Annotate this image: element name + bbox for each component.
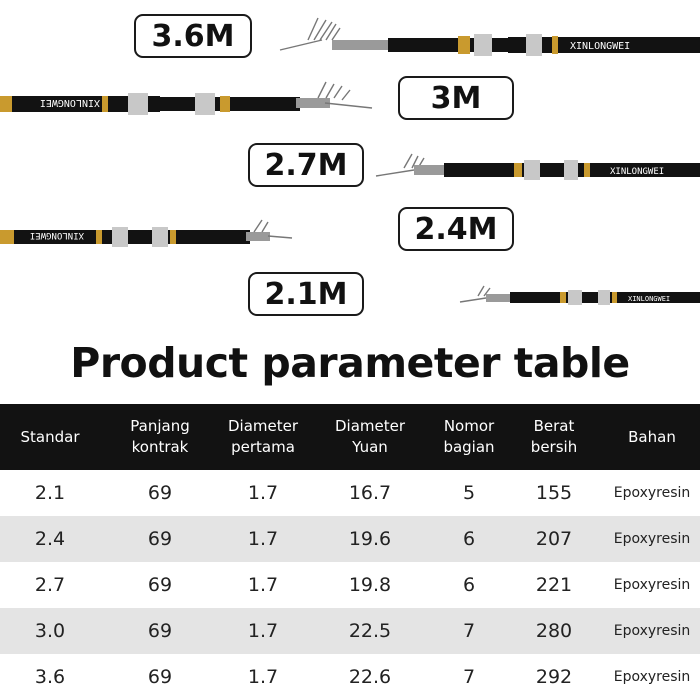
size-label-3-6m: 3.6M xyxy=(134,14,252,58)
table-header-row xyxy=(0,404,700,470)
cell-nomor-bagian: 7 xyxy=(434,608,504,654)
cell-diameter-yuan: 19.6 xyxy=(306,516,434,562)
cell-diameter-pertama: 1.7 xyxy=(220,516,306,562)
rod-tip-guides xyxy=(280,18,340,50)
cell-nomor-bagian: 6 xyxy=(434,516,504,562)
header-line: Yuan xyxy=(352,438,388,456)
header-nomor-bagian xyxy=(434,404,504,470)
cell-panjang-kontrak: 69 xyxy=(147,482,173,504)
header-line: kontrak xyxy=(131,438,189,456)
fishing-rod-2-1m-image xyxy=(458,282,700,312)
cell-bahan: Epoxyresin xyxy=(604,608,700,654)
cell-berat-bersih: 155 xyxy=(535,482,573,504)
cell-diameter-pertama: 1.7 xyxy=(247,574,279,596)
size-label-2-4m: 2.4M xyxy=(398,207,514,251)
header-line: pertama xyxy=(231,438,295,456)
cell-berat-bersih: 221 xyxy=(535,574,573,596)
header-standar xyxy=(0,404,100,470)
header-line: bersih xyxy=(530,438,578,456)
cell-berat-bersih: 207 xyxy=(504,516,604,562)
cell-diameter-yuan: 19.8 xyxy=(348,574,392,596)
header-line: Bahan xyxy=(628,427,676,446)
cell-standar: 2.4 xyxy=(0,516,100,562)
header-berat-bersih xyxy=(504,404,604,470)
header-line: bagian xyxy=(443,438,495,456)
table-row xyxy=(0,654,700,700)
table-row xyxy=(0,470,700,516)
cell-bahan: Epoxyresin xyxy=(604,516,700,562)
cell-diameter-pertama: 1.7 xyxy=(247,482,279,504)
cell-diameter-yuan: 22.6 xyxy=(348,666,392,688)
rod-brand-text: XINLONGWEI xyxy=(39,97,100,108)
header-panjang-kontrak xyxy=(100,404,220,470)
header-line: Diameter xyxy=(227,417,299,435)
rod-brand-text: XINLONGWEI xyxy=(628,295,671,303)
rod-brand-text: XINLONGWEI xyxy=(610,167,665,177)
page-title: Product parameter table xyxy=(70,339,630,387)
fishing-rod-3m-image xyxy=(0,80,380,130)
product-parameter-table xyxy=(0,404,700,700)
cell-standar: 2.1 xyxy=(34,482,66,504)
cell-diameter-pertama: 1.7 xyxy=(247,666,279,688)
header-bahan xyxy=(604,404,700,470)
cell-diameter-yuan: 16.7 xyxy=(348,482,392,504)
header-diameter-pertama xyxy=(220,404,306,470)
cell-nomor-bagian: 7 xyxy=(462,666,476,688)
cell-bahan: Epoxyresin xyxy=(613,577,691,593)
cell-panjang-kontrak: 69 xyxy=(100,516,220,562)
header-line: Berat xyxy=(533,417,575,435)
cell-panjang-kontrak: 69 xyxy=(147,666,173,688)
cell-berat-bersih: 292 xyxy=(535,666,573,688)
cell-diameter-yuan: 22.5 xyxy=(306,608,434,654)
size-label-2-1m: 2.1M xyxy=(248,272,364,316)
cell-bahan: Epoxyresin xyxy=(613,485,691,501)
cell-nomor-bagian: 6 xyxy=(462,574,476,596)
cell-diameter-pertama: 1.7 xyxy=(220,608,306,654)
fishing-rod-2-4m-image xyxy=(0,218,300,258)
cell-panjang-kontrak: 69 xyxy=(147,574,173,596)
cell-standar: 3.0 xyxy=(0,608,100,654)
cell-standar: 2.7 xyxy=(34,574,66,596)
size-label-3m: 3M xyxy=(398,76,514,120)
rod-brand-text: XINLONGWEI xyxy=(29,230,84,240)
rod-brand-text: XINLONGWEI xyxy=(570,41,631,52)
table-row xyxy=(0,516,700,562)
cell-standar: 3.6 xyxy=(34,666,66,688)
table-row xyxy=(0,608,700,654)
cell-berat-bersih: 280 xyxy=(504,608,604,654)
cell-bahan: Epoxyresin xyxy=(613,669,691,685)
header-line: Panjang xyxy=(130,417,190,435)
header-line: Standar xyxy=(20,427,80,446)
table-row xyxy=(0,562,700,608)
fishing-rod-2-7m-image xyxy=(374,150,700,190)
header-diameter-yuan xyxy=(306,404,434,470)
header-line: Nomor xyxy=(443,417,495,435)
cell-nomor-bagian: 5 xyxy=(462,482,476,504)
cell-panjang-kontrak: 69 xyxy=(100,608,220,654)
size-label-2-7m: 2.7M xyxy=(248,143,364,187)
fishing-rod-3-6m-image xyxy=(270,12,700,62)
header-line: Diameter xyxy=(334,417,406,435)
